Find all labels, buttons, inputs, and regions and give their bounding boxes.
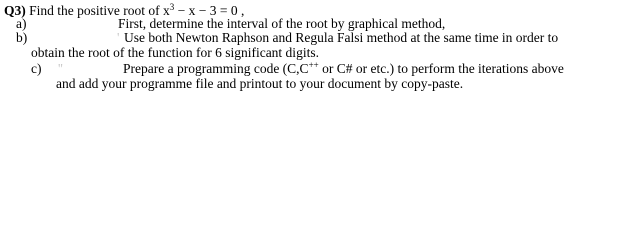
part-b-marker: ' bbox=[117, 30, 120, 45]
part-c-continuation: and add your programme file and printout to your document by copy-paste. bbox=[56, 76, 464, 91]
part-b-text: Use both Newton Raphson and Regula Falsi method at the same time in order to bbox=[124, 30, 559, 45]
question-number: Q3) bbox=[4, 3, 26, 18]
part-c-marker: '' bbox=[58, 61, 63, 76]
part-c-text-pre: Prepare a programming code (C,C bbox=[123, 61, 309, 76]
part-a-label: a) bbox=[16, 16, 27, 31]
part-c-text bbox=[123, 61, 564, 76]
question-lead: Find the positive root of bbox=[29, 3, 160, 18]
part-b-label: b) bbox=[16, 30, 28, 45]
part-c-superscript: ++ bbox=[308, 60, 319, 70]
part-b-continuation: obtain the root of the function for 6 significant digits. bbox=[31, 45, 319, 60]
part-a-text: First, determine the interval of the root by graphical method, bbox=[118, 16, 446, 31]
equation-rest: − x − 3 = 0 , bbox=[174, 3, 245, 18]
part-c-text-post: or C# or etc.) to perform the iterations above bbox=[318, 61, 564, 76]
equation-base: x bbox=[163, 3, 170, 18]
part-c-label: c) bbox=[31, 61, 42, 76]
equation-exponent: 3 bbox=[169, 2, 175, 12]
